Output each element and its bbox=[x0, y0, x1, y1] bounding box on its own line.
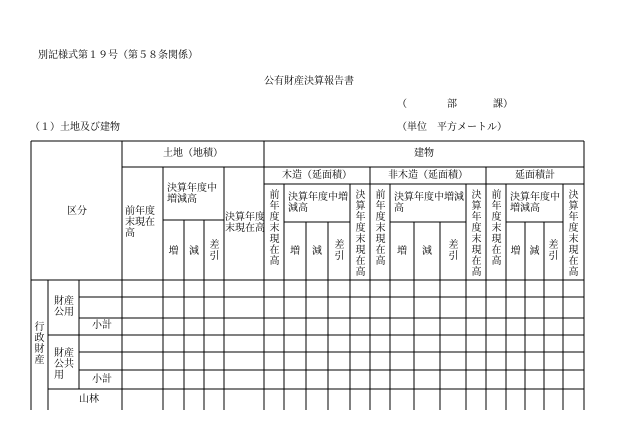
form-reference: 別記様式第１９号（第５８条関係） bbox=[38, 50, 198, 61]
nonwooden-net-header: 差引 bbox=[448, 240, 459, 262]
row-subtotal-2: 小計 bbox=[92, 374, 112, 385]
wooden-increase-header: 増 bbox=[290, 246, 300, 257]
wooden-net-header: 差引 bbox=[334, 240, 345, 262]
nonwooden-decrease-header: 減 bbox=[422, 246, 432, 257]
total-area-header: 延面積計 bbox=[515, 170, 555, 181]
row-subtotal-1: 小計 bbox=[92, 320, 112, 331]
building-header: 建物 bbox=[414, 148, 434, 159]
total-decrease-header: 減 bbox=[529, 246, 540, 257]
wooden-header: 木造（延面積） bbox=[282, 170, 352, 181]
total-change-header: 決算年度中増減高 bbox=[510, 192, 560, 214]
unit-note: （単位 平方メートル） bbox=[397, 122, 507, 133]
total-prev-year-end-header: 前年度末現在高 bbox=[491, 190, 502, 267]
category-header: 区分 bbox=[67, 206, 87, 217]
wooden-change-header: 決算年度中増減高 bbox=[288, 192, 348, 214]
total-increase-header: 増 bbox=[510, 246, 521, 257]
land-decrease-header: 減 bbox=[189, 246, 199, 257]
total-year-end-header: 決算年度末現在高 bbox=[568, 190, 579, 278]
land-prev-year-end-header: 前年度末現在高 bbox=[125, 206, 155, 239]
nonwooden-year-end-header: 決算年度末現在高 bbox=[471, 190, 482, 278]
nonwooden-prev-year-end-header: 前年度末現在高 bbox=[375, 190, 386, 267]
report-title: 公有財産決算報告書 bbox=[264, 76, 354, 87]
land-increase-header: 増 bbox=[168, 246, 179, 257]
row-group-admin-property: 行政財産 bbox=[34, 322, 45, 366]
department-label: 部 bbox=[447, 99, 457, 110]
row-public-use-property: 財産公用 bbox=[54, 296, 74, 318]
wooden-decrease-header: 減 bbox=[312, 246, 322, 257]
wooden-prev-year-end-header: 前年度末現在高 bbox=[269, 190, 280, 267]
land-net-header: 差引 bbox=[209, 240, 220, 262]
nonwooden-increase-header: 増 bbox=[397, 246, 407, 257]
section-title: （１）土地及び建物 bbox=[30, 122, 120, 133]
total-net-header: 差引 bbox=[548, 240, 559, 262]
department-open-paren: （ bbox=[397, 99, 407, 110]
wooden-year-end-header: 決算年度末現在高 bbox=[355, 190, 366, 278]
nonwooden-header: 非木造（延面積） bbox=[388, 170, 468, 181]
land-year-end-header: 決算年度末現在高 bbox=[225, 212, 265, 234]
land-header: 土地（地積） bbox=[163, 148, 223, 159]
nonwooden-change-header: 決算年度中増減高 bbox=[394, 192, 464, 214]
row-forest: 山林 bbox=[79, 394, 99, 405]
department-suffix: 課） bbox=[493, 99, 513, 110]
row-public-common-property: 財産公共用 bbox=[54, 348, 74, 381]
land-change-header: 決算年度中増減高 bbox=[167, 183, 217, 205]
